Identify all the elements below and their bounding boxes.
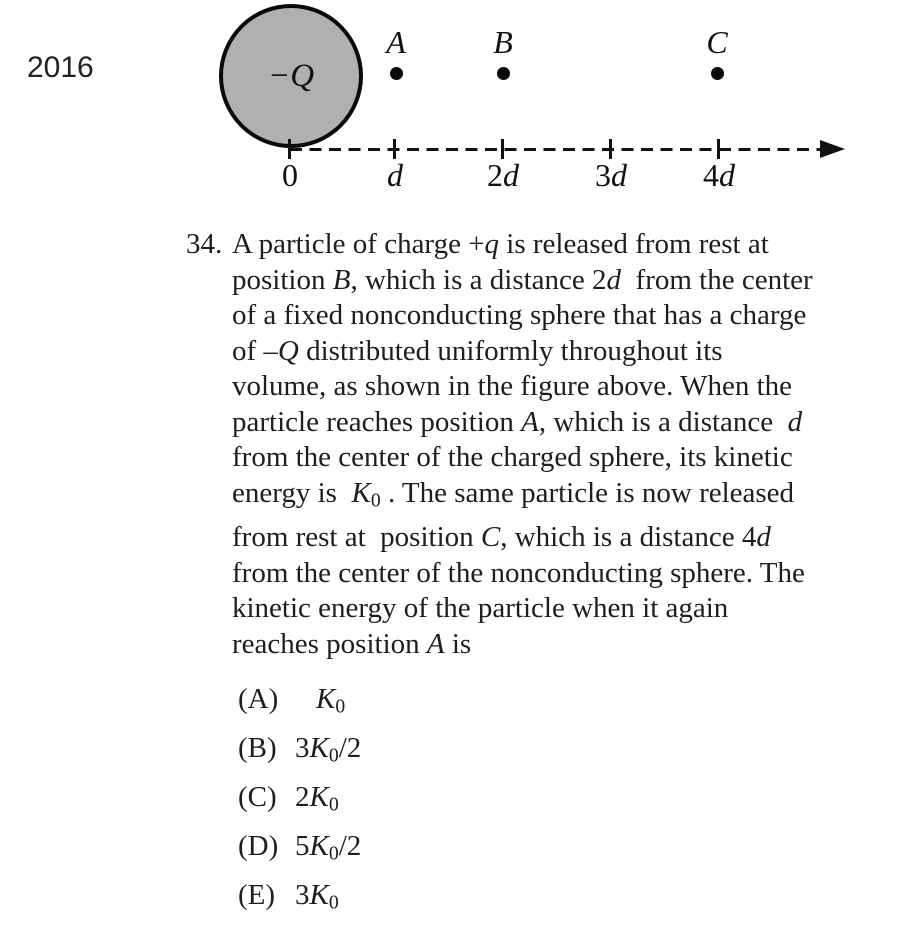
question-line-12: reaches position A is	[232, 627, 472, 660]
question-line-9: from rest at position C, which is a distance 4d	[232, 521, 771, 553]
choice-row-d	[238, 829, 361, 864]
axis-tick-3d	[609, 139, 612, 159]
question-line-3: of a fixed nonconducting sphere that has a charge	[232, 299, 807, 331]
choice-label-a: (A)	[238, 683, 279, 715]
question-block	[186, 227, 886, 662]
sphere-charge-label: −Q	[267, 57, 315, 94]
point-label-c: C	[706, 24, 728, 60]
axis-arrowhead-icon	[820, 140, 845, 158]
axis-tick-label-3d: 3d	[595, 157, 627, 193]
point-label-a: A	[386, 24, 406, 60]
axis-tick-label-4d: 4d	[703, 157, 735, 193]
axis-tick-label-d: d	[387, 157, 403, 193]
choice-value-e: $3K_0$	[295, 879, 339, 914]
choice-value-b: $3K_0/2$	[295, 732, 362, 767]
choice-label-c: (C)	[238, 781, 277, 813]
question-text	[232, 227, 886, 662]
point-dot-b	[497, 67, 510, 80]
axis-tick-d	[393, 139, 396, 159]
physics-figure	[0, 0, 910, 200]
question-line-6: particle reaches position A, which is a distance d	[232, 405, 803, 438]
choice-row-a	[238, 682, 361, 717]
point-label-b: B	[493, 24, 513, 60]
question-line-8: energy is $K_0$ . The same particle is now released	[232, 476, 795, 511]
answer-choices	[238, 682, 361, 927]
axis-tick-label-0: 0	[282, 157, 298, 193]
choice-row-b	[238, 731, 361, 766]
choice-value-d: $5K_0/2$	[295, 830, 362, 865]
choice-label-e: (E)	[238, 879, 276, 911]
choice-label-b: (B)	[238, 732, 277, 764]
choice-value-c: $2K_0$	[295, 781, 339, 816]
axis-dashed-line	[290, 148, 822, 151]
choice-label-d: (D)	[238, 830, 279, 862]
point-dot-a	[390, 67, 403, 80]
question-line-2: position B, which is a distance 2d from the center	[232, 263, 813, 296]
choice-row-e	[238, 878, 361, 913]
choice-row-c	[238, 780, 361, 815]
axis-tick-label-2d: 2d	[487, 157, 519, 193]
axis-tick-0	[288, 139, 291, 159]
choice-value-a: $K_0$	[316, 683, 346, 718]
question-line-11: kinetic energy of the particle when it again	[232, 592, 729, 624]
year-label: 2016	[27, 51, 94, 84]
axis-tick-4d	[717, 139, 720, 159]
question-number: 34.	[186, 228, 223, 260]
question-line-5: volume, as shown in the figure above. When the	[232, 370, 792, 402]
question-line-1: A particle of charge +q is released from rest at	[232, 228, 769, 260]
charged-sphere	[219, 4, 363, 148]
question-line-10: from the center of the nonconducting sphere. The	[232, 556, 805, 589]
question-line-7: from the center of the charged sphere, its kinetic	[232, 441, 793, 473]
point-dot-c	[711, 67, 724, 80]
axis-tick-2d	[501, 139, 504, 159]
question-line-4: of –Q distributed uniformly throughout its	[232, 334, 723, 367]
